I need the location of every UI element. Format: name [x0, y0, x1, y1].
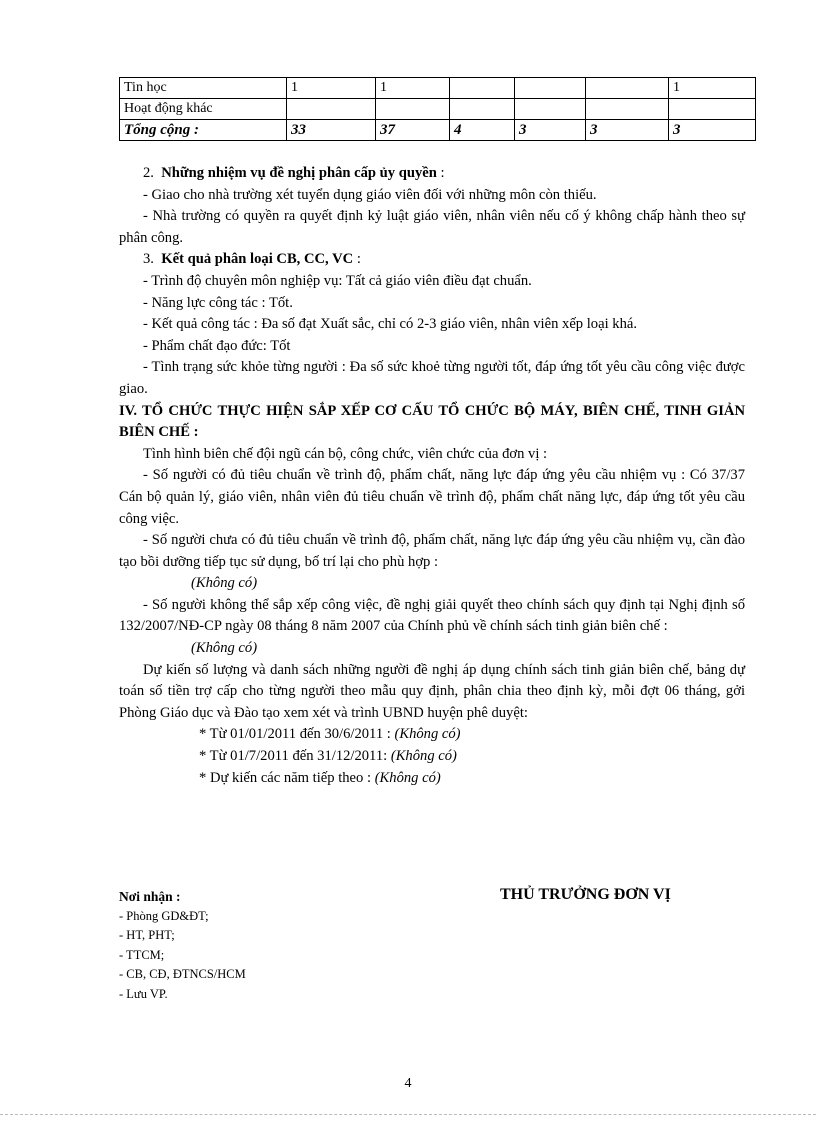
section-heading [119, 163, 745, 185]
table-cell: 4 [450, 120, 515, 141]
section-title: Những nhiệm vụ đề nghị phân cấp ủy quyền [161, 165, 437, 181]
paragraph: - Số người chưa có đủ tiêu chuẩn về trình độ, phẩm chất, năng lực đáp ứng yêu cầu nhiệm vụ, cần đào tạo bồi dưỡng tiếp tục sử dụng, bố trí lại cho phù hợp : [119, 532, 745, 570]
schedule-item [119, 724, 745, 746]
paragraph: - Số người không thể sắp xếp công việc, đề nghị giải quyết theo chính sách quy định tại Nghị định số 132/2007/NĐ-CP ngày 08 tháng 8 năm 2007 của Chính phủ về chính sách tinh giản biên chế : [119, 596, 745, 635]
schedule-note: (Không có) [390, 748, 457, 765]
schedule-text: * Từ 01/7/2011 đến 31/12/2011: [199, 748, 391, 765]
recipient-item: - CB, CĐ, ĐTNCS/HCM [119, 967, 246, 981]
schedule-text: * Dự kiến các năm tiếp theo : [199, 769, 375, 786]
none-note: (Không có) [191, 575, 258, 592]
none-note: (Không có) [191, 640, 258, 657]
recipient-item: - Lưu VP. [119, 986, 168, 1001]
recipients-block [119, 887, 246, 1004]
list-item: - Nhà trường có quyền ra quyết định kỷ luật giáo viên, nhân viên nếu cố ý không chấp hành theo sự phân công. [119, 208, 745, 246]
row-label: Tin học [120, 78, 287, 99]
paragraph: Dự kiến số lượng và danh sách những người đề nghị áp dụng chính sách tinh giản biên chế, bảng dự toán số tiền trợ cấp cho từng người theo mẫu quy định, phân chia theo định kỳ, mỗi đợt 06 tháng, gởi Phòng Giáo dục và Đào tạo xem xét và trình UBND huyện phê duyệt: [119, 661, 745, 721]
table-cell [287, 99, 376, 120]
recipient-item: - TTCM; [119, 947, 165, 962]
table-cell: 1 [376, 78, 450, 99]
list-item: - Phẩm chất đạo đức: Tốt [143, 337, 291, 354]
signer-title: THỦ TRƯỞNG ĐƠN VỊ [500, 886, 671, 903]
table-row [120, 99, 756, 120]
table-cell: 3 [515, 120, 586, 141]
section-suffix: : [353, 251, 361, 268]
table-cell [450, 99, 515, 120]
table-cell [450, 78, 515, 99]
roman-section-heading: IV. TỔ CHỨC THỰC HIỆN SẮP XẾP CƠ CẤU TỔ CHỨC BỘ MÁY, BIÊN CHẾ, TINH GIẢN BIÊN CHẾ : [119, 402, 745, 441]
page-bottom-divider [0, 1114, 816, 1115]
table-cell: 3 [669, 120, 756, 141]
table-cell: 33 [287, 120, 376, 141]
document-body [119, 163, 745, 789]
list-item: - Kết quả công tác : Đa số đạt Xuất sắc, chỉ có 2-3 giáo viên, nhân viên xếp loại khá. [143, 316, 637, 333]
schedule-text: * Từ 01/01/2011 đến 30/6/2011 : [199, 726, 395, 743]
paragraph: - Số người có đủ tiêu chuẩn về trình độ, phẩm chất, năng lực đáp ứng yêu cầu nhiệm vụ : Có 37/37 Cán bộ quản lý, giáo viên, nhân viên đủ tiêu chuẩn về trình độ, phẩm chất năng lực, đáp ứng tốt yêu cầu công việc. [119, 467, 745, 527]
recipients-title: Nơi nhận : [119, 889, 181, 904]
table-cell: 1 [669, 78, 756, 99]
schedule-note: (Không có) [394, 726, 461, 743]
list-item: - Tình trạng sức khỏe từng người : Đa số sức khoẻ từng người tốt, đáp ứng tốt yêu cầu công việc được giao. [119, 359, 745, 397]
table-cell: 37 [376, 120, 450, 141]
recipient-item: - Phòng GD&ĐT; [119, 908, 209, 923]
recipient-item: - HT, PHT; [119, 928, 175, 942]
table-cell [586, 78, 669, 99]
list-item: - Trình độ chuyên môn nghiệp vụ: Tất cả giáo viên điều đạt chuẩn. [143, 272, 532, 289]
section-number: 2. [143, 165, 154, 181]
table-cell [515, 99, 586, 120]
schedule-item [119, 746, 745, 768]
schedule-note: (Không có) [374, 769, 441, 786]
table-cell [376, 99, 450, 120]
table-cell [515, 78, 586, 99]
schedule-item [119, 768, 745, 790]
table-cell: 3 [586, 120, 669, 141]
section-heading [119, 249, 745, 271]
section-number: 3. [143, 251, 154, 268]
table-cell [586, 99, 669, 120]
table-total-row [120, 120, 756, 141]
table-cell: 1 [287, 78, 376, 99]
list-item: - Năng lực công tác : Tốt. [143, 294, 293, 311]
page-number: 4 [404, 1076, 412, 1091]
paragraph: Tình hình biên chế đội ngũ cán bộ, công chức, viên chức của đơn vị : [143, 445, 548, 462]
section-suffix: : [436, 165, 445, 181]
section-title: Kết quả phân loại CB, CC, VC [161, 251, 354, 268]
staff-statistics-table [119, 77, 756, 141]
table-row [120, 78, 756, 99]
row-label: Hoạt động khác [120, 99, 287, 120]
list-item: - Giao cho nhà trường xét tuyển dụng giáo viên đối với những môn còn thiếu. [143, 186, 597, 203]
row-label: Tổng cộng : [120, 120, 287, 141]
table-cell [669, 99, 756, 120]
